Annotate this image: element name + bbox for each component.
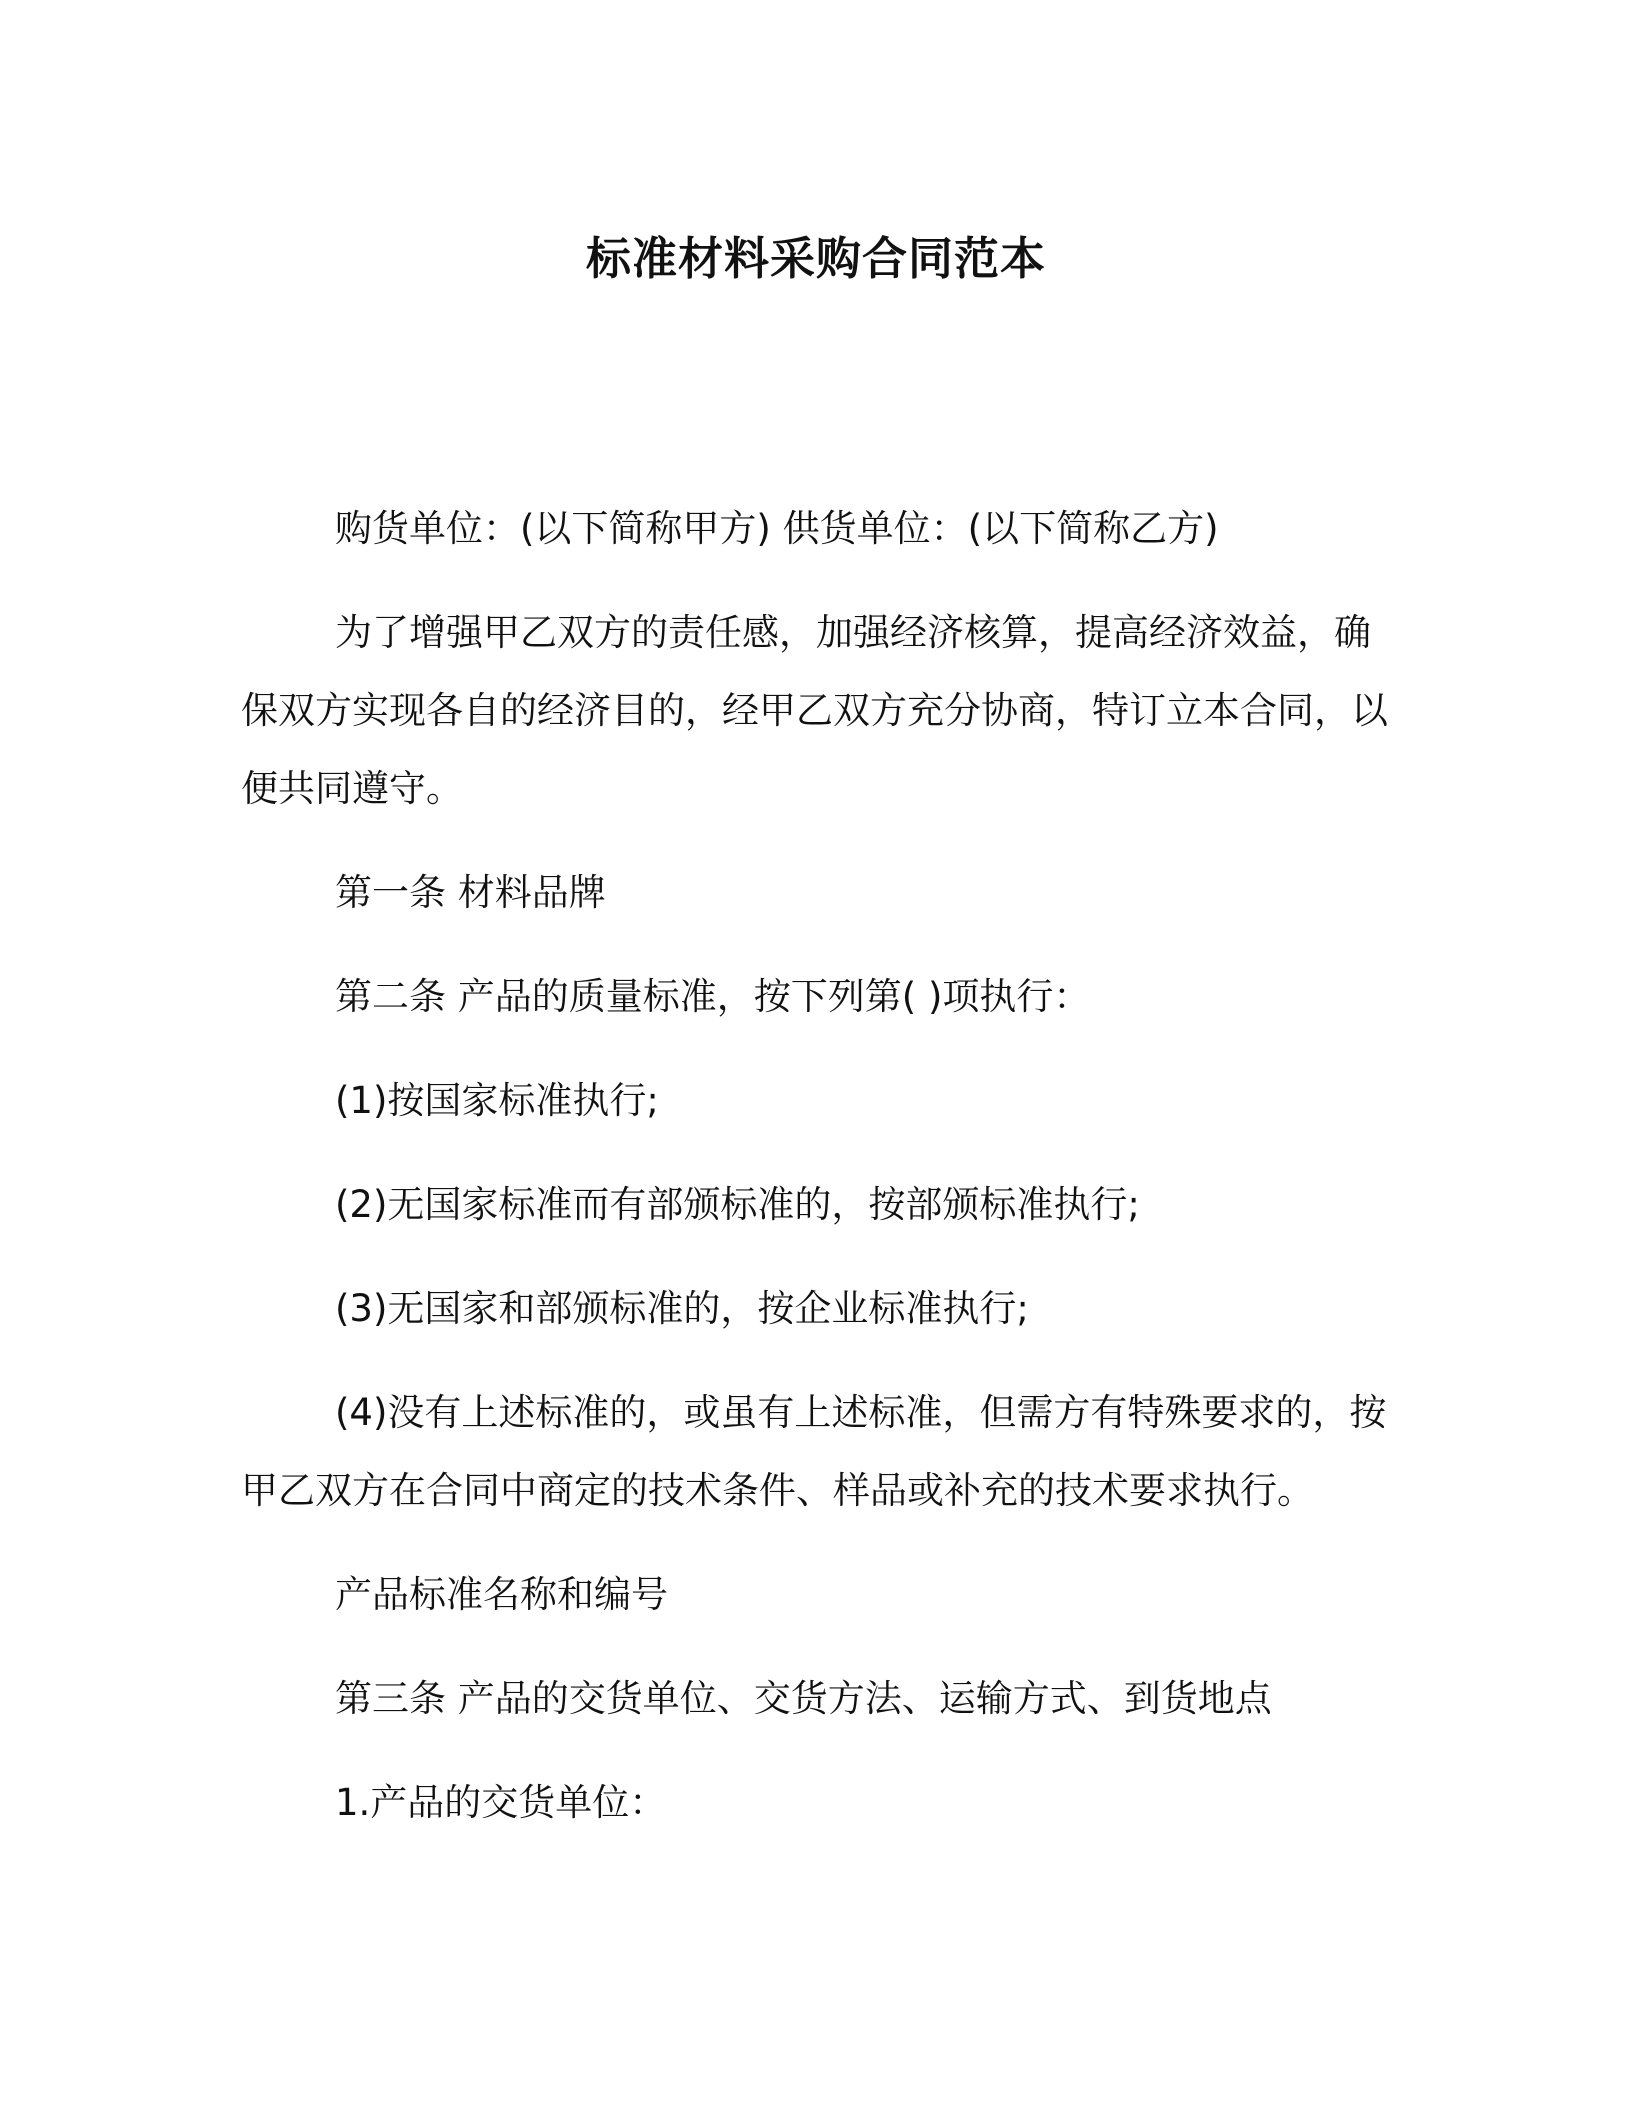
document-body bbox=[241, 490, 1391, 1868]
standard-item-3: (3)无国家和部颁标准的，按企业标准执行; bbox=[335, 1287, 1029, 1330]
article-2-heading: 第二条 产品的质量标准，按下列第( )项执行： bbox=[335, 975, 1091, 1018]
document-title: 标准材料采购合同范本 bbox=[585, 232, 1046, 285]
delivery-unit-label: 1.产品的交货单位： bbox=[335, 1781, 667, 1824]
standard-item-1: (1)按国家标准执行; bbox=[335, 1079, 659, 1122]
parties-paragraph: 购货单位：(以下简称甲方) 供货单位：(以下简称乙方) bbox=[335, 507, 1219, 550]
standard-item-2: (2)无国家标准而有部颁标准的，按部颁标准执行; bbox=[335, 1183, 1140, 1226]
standard-item-4: (4)没有上述标准的，或虽有上述标准，但需方有特殊要求的，按甲乙双方在合同中商定的技术条件、样品或补充的技术要求执行。 bbox=[241, 1391, 1387, 1512]
product-standard-name-label: 产品标准名称和编号 bbox=[335, 1573, 668, 1616]
article-1-heading: 第一条 材料品牌 bbox=[335, 871, 606, 914]
article-3-heading: 第三条 产品的交货单位、交货方法、运输方式、到货地点 bbox=[335, 1677, 1272, 1720]
purpose-paragraph: 为了增强甲乙双方的责任感，加强经济核算，提高经济效益，确保双方实现各自的经济目的，经甲乙双方充分协商，特订立本合同，以便共同遵守。 bbox=[241, 611, 1388, 810]
